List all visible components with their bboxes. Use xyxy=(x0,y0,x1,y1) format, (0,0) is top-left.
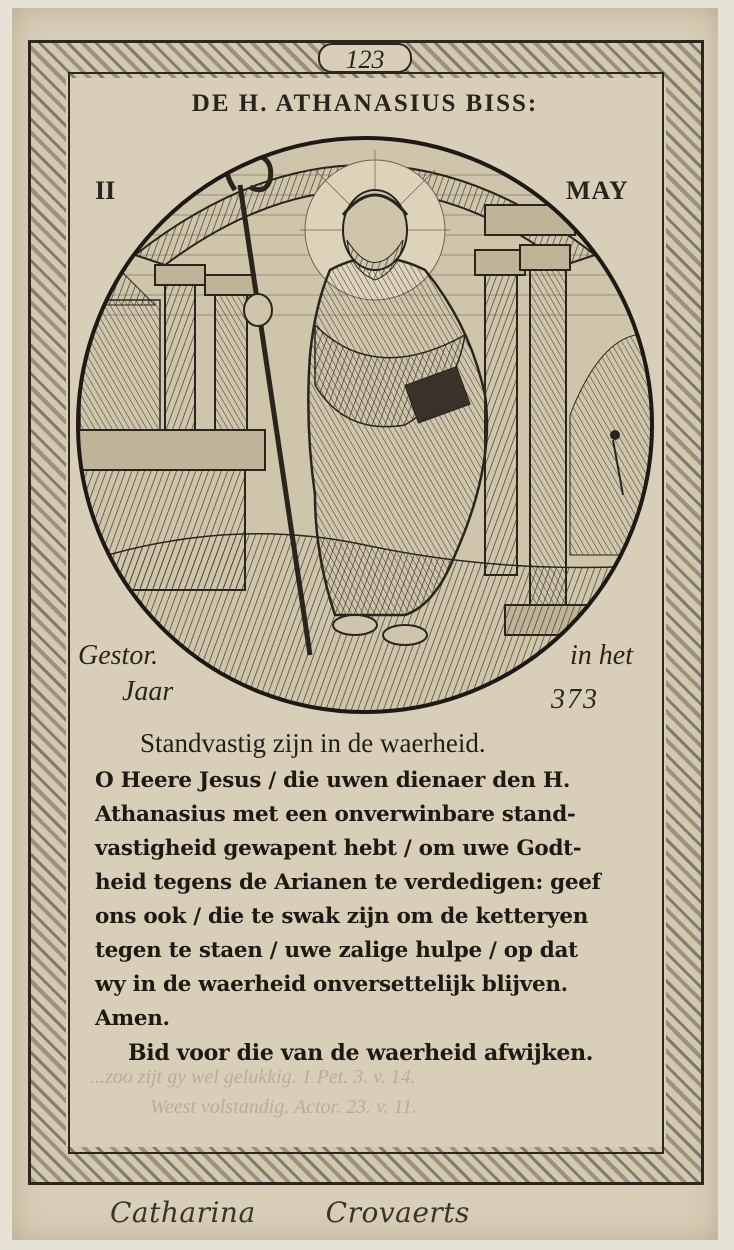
prayer-line: Amen. xyxy=(95,1006,170,1031)
feast-month: MAY xyxy=(566,176,629,205)
prayer-text xyxy=(95,764,640,1036)
prayer-line: O Heere Jesus / die uwen dienaer den H. xyxy=(95,768,571,793)
feast-day: II xyxy=(95,176,116,205)
signature-first-name: Catharina xyxy=(110,1196,256,1229)
died-label-left: Gestor. xyxy=(78,640,159,671)
prayer-line: vastigheid gewapent hebt / om uwe Godt- xyxy=(95,836,582,861)
year-value: 373 xyxy=(551,684,599,715)
bleed-through-text xyxy=(90,1062,660,1122)
signature-last-name: Crovaerts xyxy=(325,1196,470,1229)
saint-engraving xyxy=(75,135,655,715)
prayer-line: Athanasius met een onverwinbare stand- xyxy=(95,802,576,827)
page-number: 123 xyxy=(318,43,412,73)
prayer-line: heid tegens de Arianen te verdedigen: geef xyxy=(95,870,601,895)
motto-text: Standvastig zijn in de waerheid. xyxy=(140,728,486,758)
prayer-line: ons ook / die te swak zijn om de ketteryen xyxy=(95,904,589,929)
saint-title: DE H. ATHANASIUS BISS: xyxy=(191,90,539,117)
died-label-right: in het xyxy=(570,640,633,671)
closing-invocation: Bid voor die van de waerheid afwijken. xyxy=(128,1040,594,1066)
bleed-line: Weest volstandig. Actor. 23. v. 11. xyxy=(150,1096,418,1118)
handwritten-signature xyxy=(110,1196,470,1229)
prayer-line: tegen te staen / uwe zalige hulpe / op dat xyxy=(95,938,578,963)
bleed-line: ...zoo zijt gy wel gelukkig. 1 Pet. 3. v. 14. xyxy=(90,1066,416,1088)
year-label: Jaar xyxy=(122,676,174,707)
prayer-line: wy in de waerheid onversettelijk blijven. xyxy=(95,972,568,997)
